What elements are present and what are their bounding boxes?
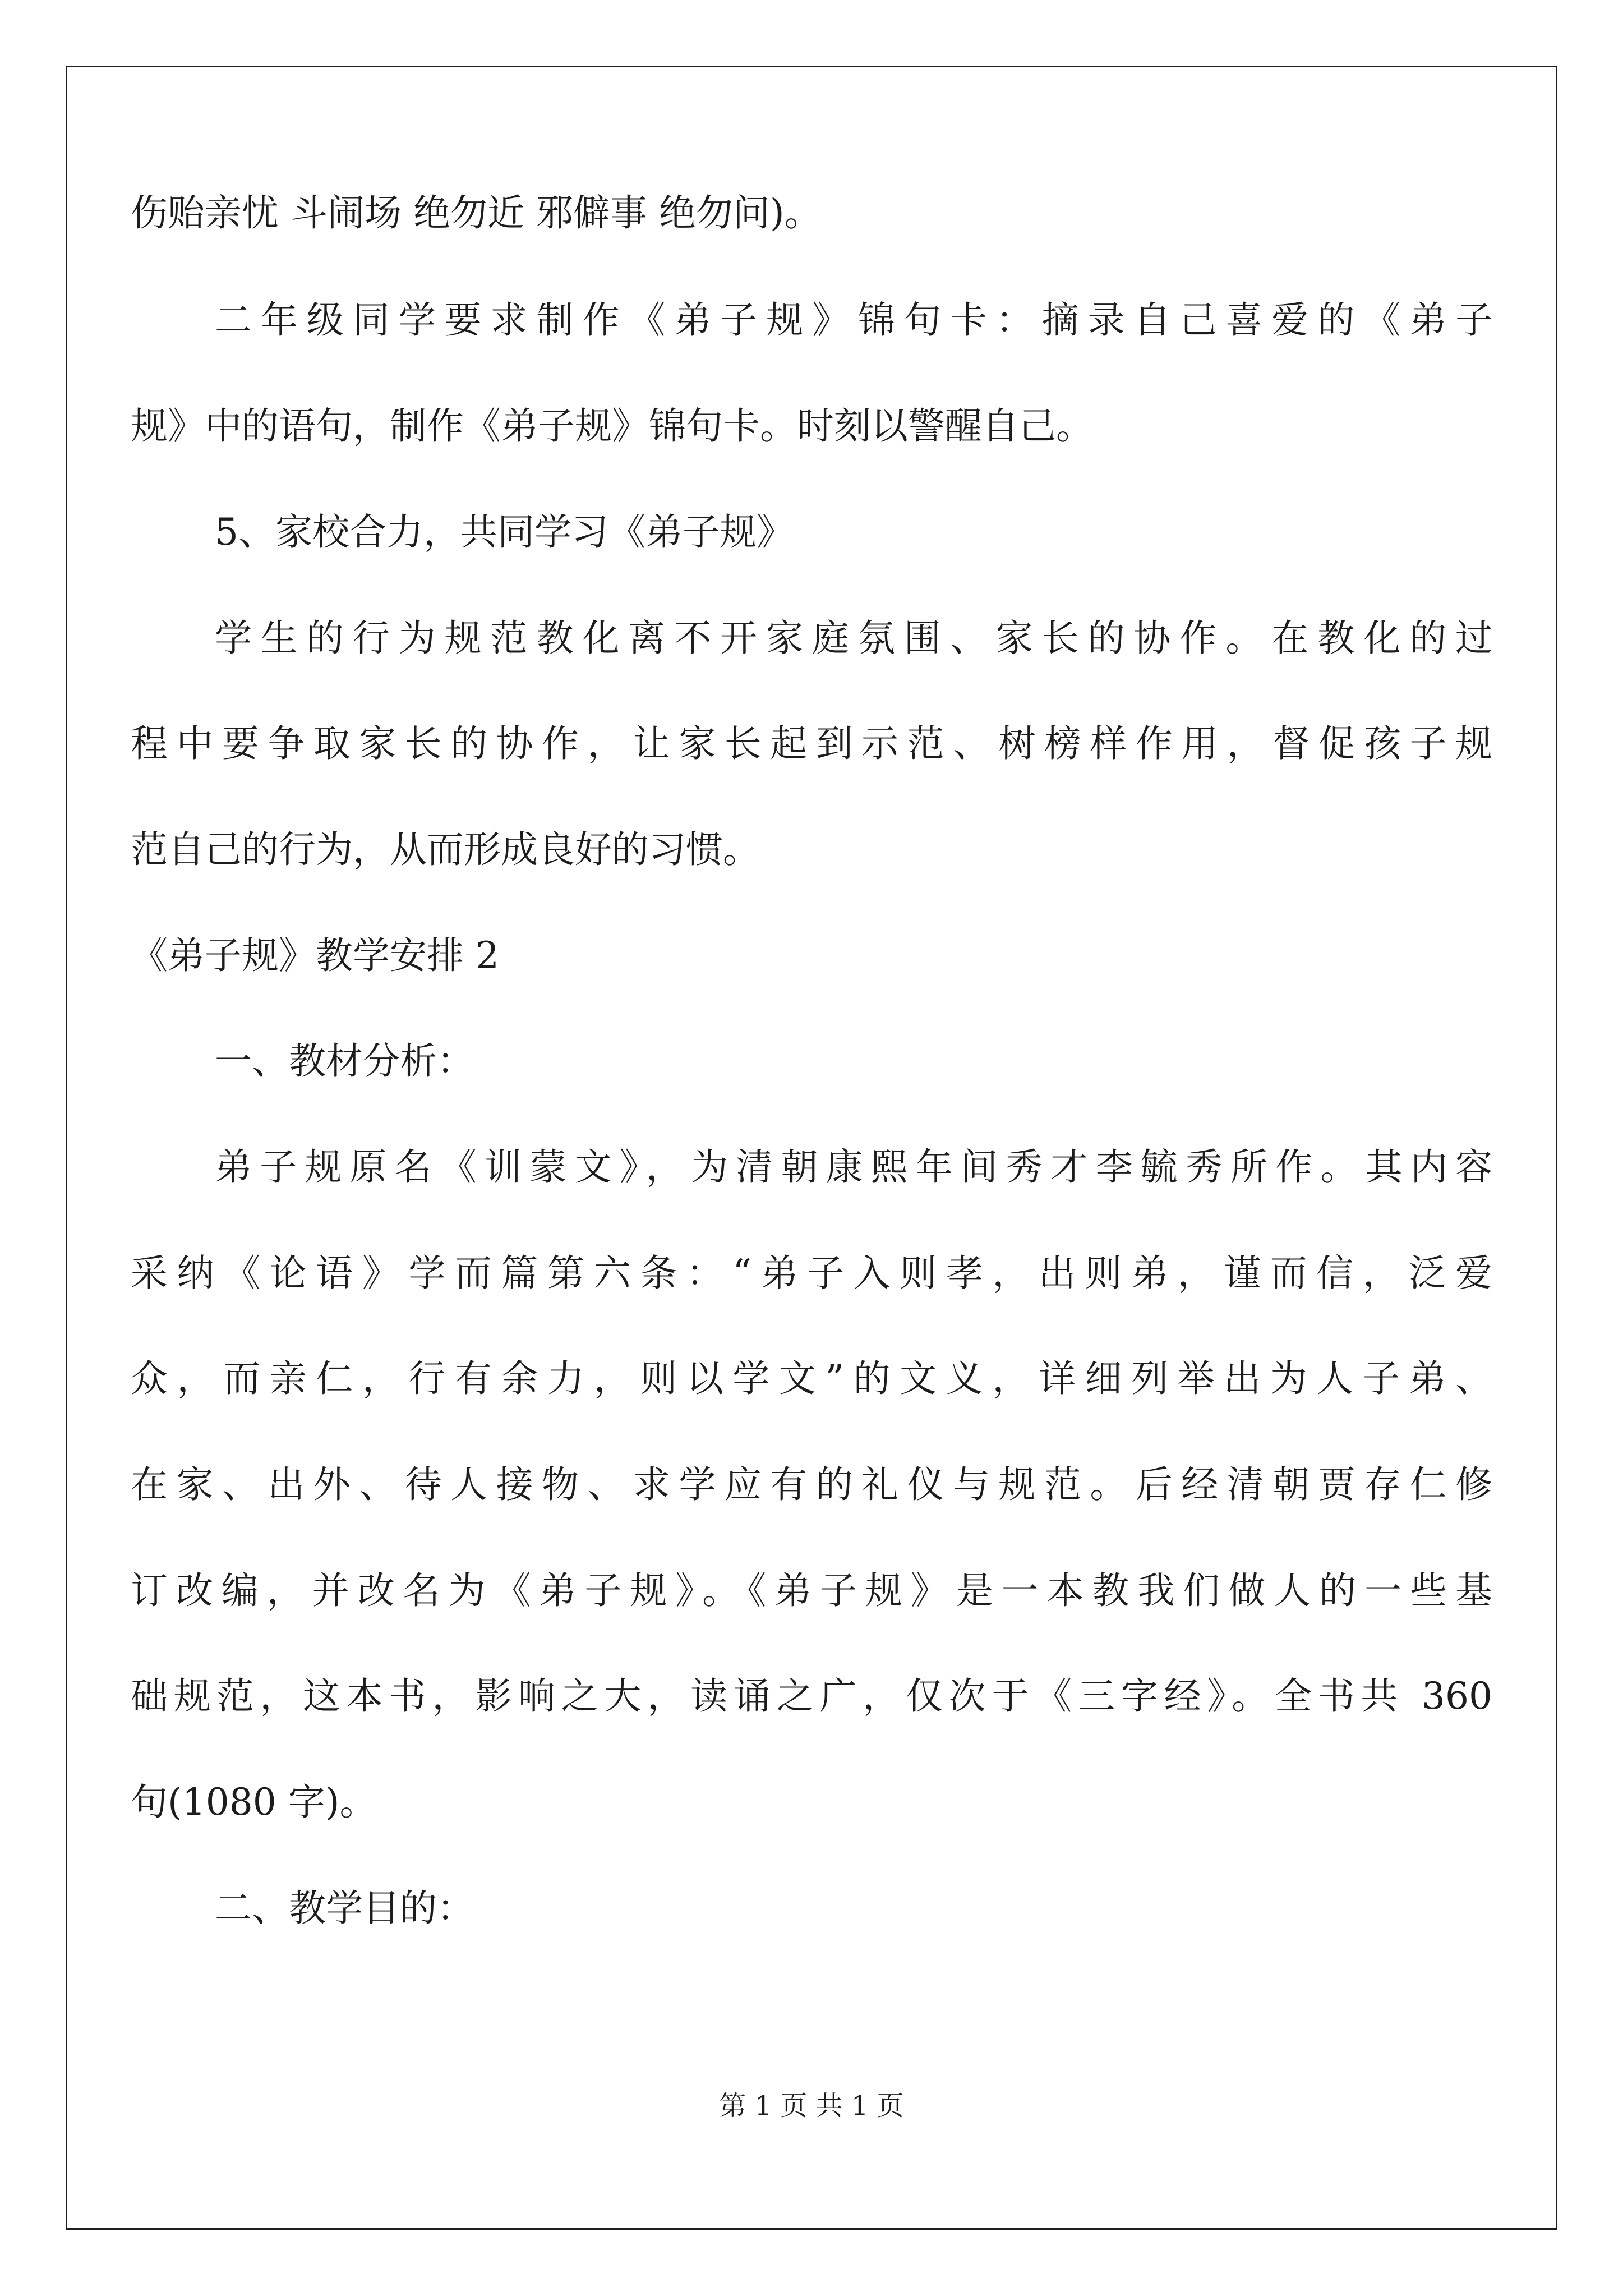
paragraph-line: 众，而亲仁，行有余力，则以学文”的文义，详细列举出为人子弟、 [131, 1357, 1492, 1400]
paragraph-line: 订改编，并改名为《弟子规》。《弟子规》是一本教我们做人的一些基 [131, 1569, 1492, 1612]
section-heading: 一、教材分析： [215, 1039, 474, 1083]
paragraph-line: 规》中的语句，制作《弟子规》锦句卡。时刻以警醒自己。 [131, 404, 1093, 448]
document-title: 《弟子规》教学安排 2 [131, 934, 499, 977]
page-footer: 第 1 页 共 1 页 [719, 2090, 904, 2122]
paragraph-line: 句(1080 字)。 [131, 1780, 377, 1824]
paragraph-line: 础规范，这本书，影响之大，读诵之广，仅次于《三字经》。全书共 360 [131, 1674, 1492, 1718]
paragraph-line: 弟子规原名《训蒙文》，为清朝康熙年间秀才李毓秀所作。其内容 [215, 1145, 1492, 1189]
paragraph-line: 二年级同学要求制作《弟子规》锦句卡：摘录自己喜爱的《弟子 [215, 298, 1492, 342]
paragraph-line: 在家、出外、待人接物、求学应有的礼仪与规范。后经清朝贾存仁修 [131, 1463, 1492, 1506]
paragraph-line: 范自己的行为，从而形成良好的习惯。 [131, 828, 760, 871]
section-heading: 二、教学目的： [215, 1887, 474, 1930]
paragraph-line: 学生的行为规范教化离不开家庭氛围、家长的协作。在教化的过 [215, 616, 1492, 660]
paragraph-line: 采纳《论语》学而篇第六条：“弟子入则孝，出则弟，谨而信，泛爱 [131, 1251, 1492, 1295]
section-heading: 5、家校合力，共同学习《弟子规》 [215, 510, 794, 554]
paragraph-line: 伤贻亲忧 斗闹场 绝勿近 邪僻事 绝勿问)。 [131, 191, 822, 234]
paragraph-line: 程中要争取家长的协作，让家长起到示范、树榜样作用，督促孩子规 [131, 722, 1492, 765]
